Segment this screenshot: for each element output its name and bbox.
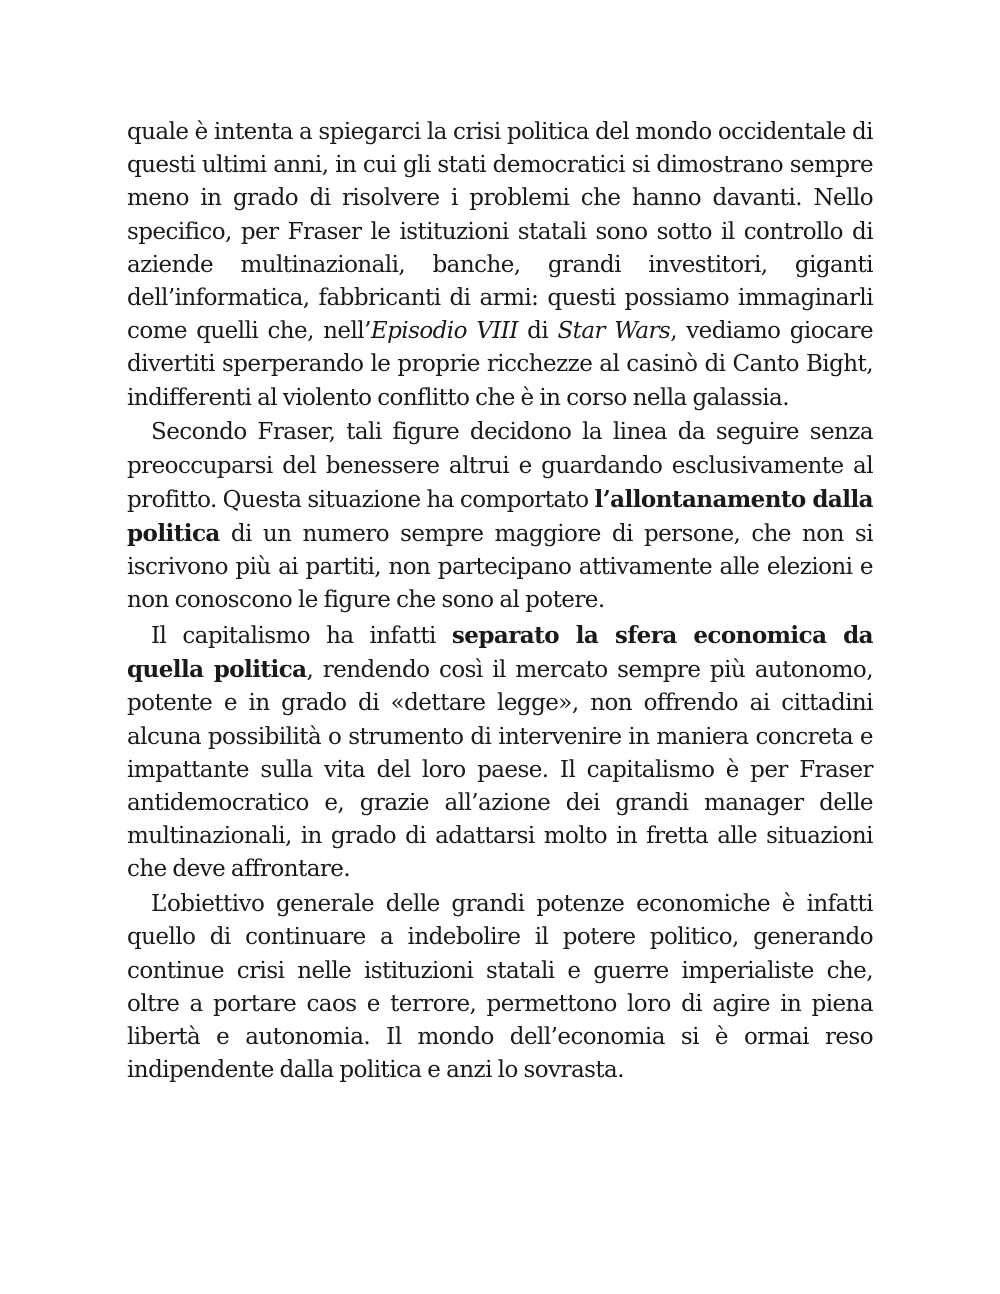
text-run: Secondo Fraser, tali figure decidono la linea da seguire senza preoccuparsi del benessere altrui e guardando esclusivamente al profitto. Questa situazione ha comportato <box>127 419 873 513</box>
text-run: quale è intenta a spiegarci la crisi politica del mondo occidentale di questi ultimi anni, in cui gli stati democratici si dimostrano sempre meno in grado di risolvere i problemi che hanno davanti. Nello specifico, per Fraser le istituzioni statali sono sotto il controllo di aziende multinazionali, banche, grandi investitori, giganti dell’informatica, fabbricanti di armi: questi possiamo immaginarli come quelli che, nell’ <box>127 119 873 345</box>
page-body <box>127 116 873 1089</box>
bold-text-run: separato la sfera economica da quella politica <box>127 622 873 684</box>
italic-text-run: Episodio VIII <box>370 318 518 345</box>
bold-text-run: l’allontanamento dalla politica <box>127 485 873 547</box>
paragraph-1 <box>127 116 873 415</box>
paragraph-4 <box>127 888 873 1087</box>
paragraph-3 <box>127 619 873 887</box>
text-run: , vediamo giocare divertiti sperperando le proprie ricchezze al casinò di Canto Bight, indifferenti al violento conflitto che è in corso nella galassia. <box>127 318 874 411</box>
italic-text-run: Star Wars <box>557 318 671 345</box>
text-run: L’obiettivo generale delle grandi potenze economiche è infatti quello di continuare a indebolire il potere politico, generando continue crisi nelle istituzioni statali e guerre imperialiste che, oltre a portare caos e terrore, permettono loro di agire in piena libertà e autonomia. Il mondo dell’economia si è ormai reso indipendente dalla politica e anzi lo sovrasta. <box>127 891 873 1084</box>
text-run: di <box>517 318 558 345</box>
paragraph-2 <box>127 416 873 617</box>
text-run: , rendendo così il mercato sempre più autonomo, potente e in grado di «dettare legge», non offrendo ai cittadini alcuna possibilità o strumento di intervenire in maniera concreta e impattante sulla vita del loro paese. Il capitalismo è per Fraser antidemocratico e, grazie all’azione dei grandi manager delle multinazionali, in grado di adattarsi molto in fretta alle situazioni che deve affrontare. <box>127 657 873 883</box>
text-run: Il capitalismo ha infatti <box>151 623 452 650</box>
text-run: di un numero sempre maggiore di persone, che non si iscrivono più ai partiti, non partecipano attivamente alle elezioni e non conoscono le figure che sono al potere. <box>127 520 873 614</box>
